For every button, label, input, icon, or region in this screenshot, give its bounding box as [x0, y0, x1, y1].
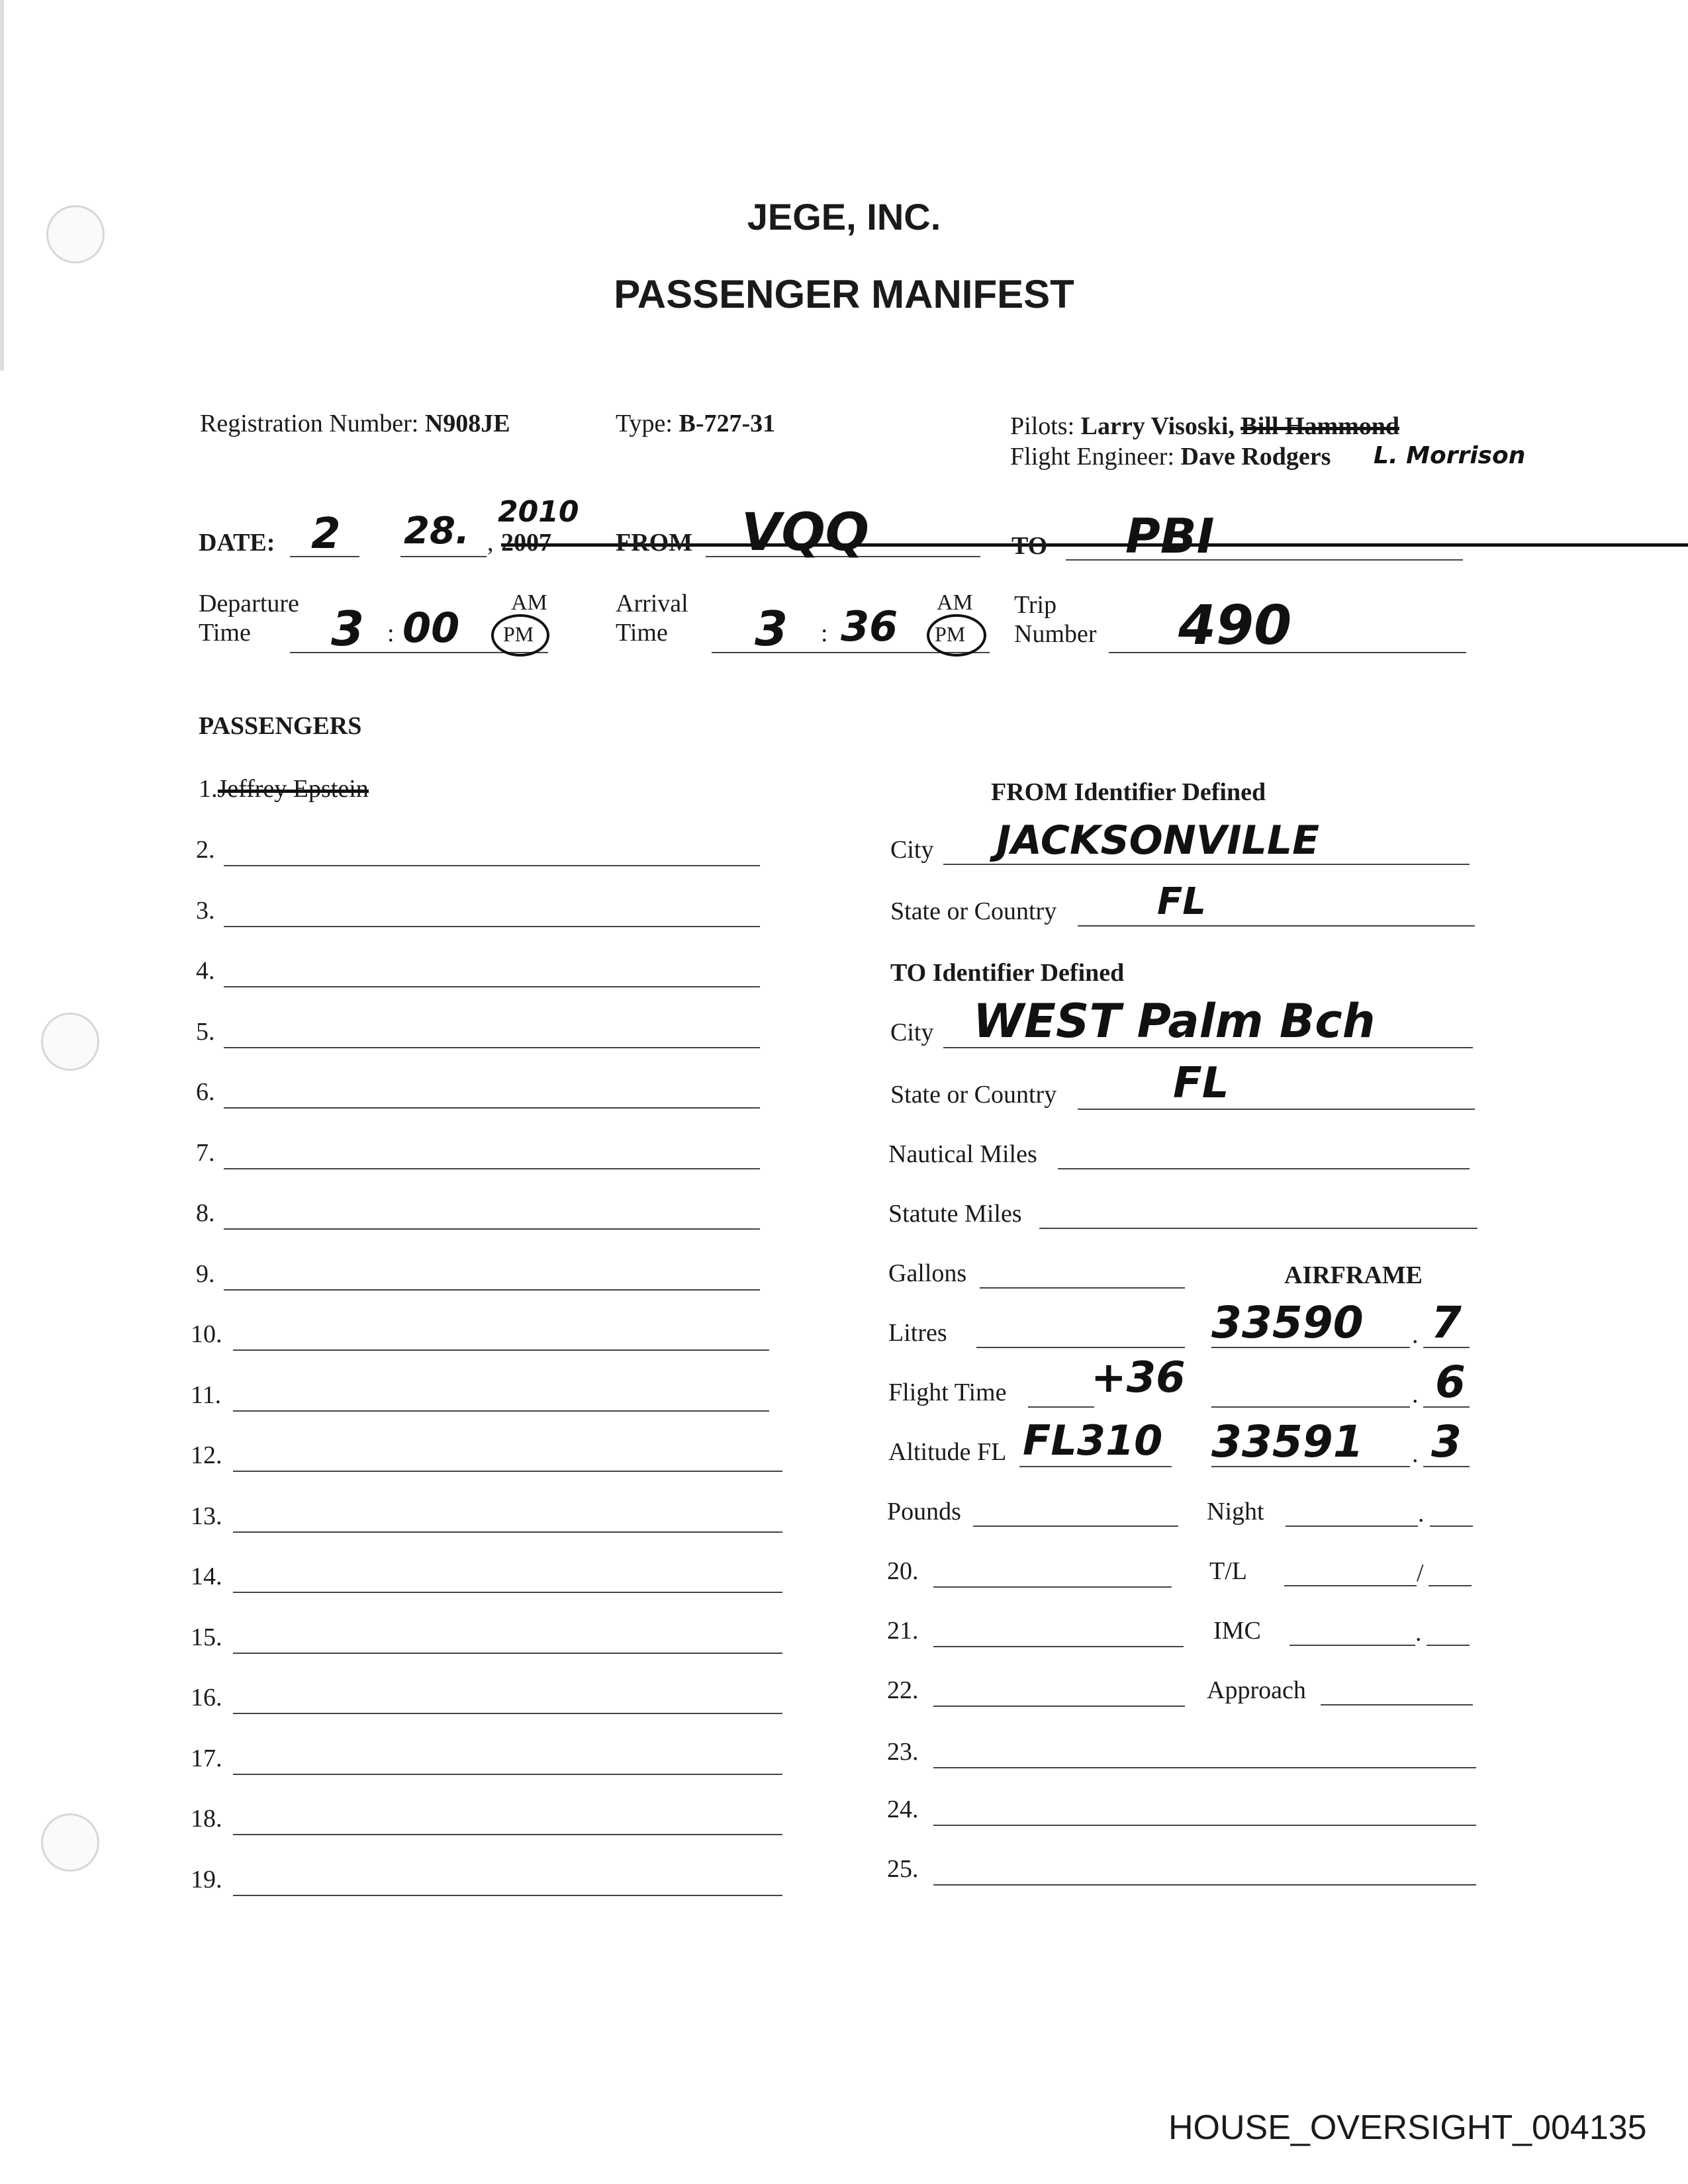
airframe-3-dot: .: [1412, 1440, 1419, 1468]
passenger-name-line[interactable]: [224, 1228, 760, 1230]
passenger-name-line[interactable]: [224, 1047, 760, 1048]
passenger-row-number: 16.: [191, 1684, 222, 1711]
to-value: PBI: [1125, 508, 1215, 564]
passenger-row-number: 17.: [191, 1744, 222, 1772]
imc-label: IMC: [1213, 1617, 1261, 1645]
airframe-1-decimal: 7: [1431, 1297, 1462, 1348]
departure-pm-circle: [491, 614, 549, 657]
gallons-line: [980, 1287, 1185, 1289]
passenger-name-line[interactable]: [224, 865, 760, 866]
imc-line: [1289, 1645, 1415, 1646]
passenger-row-number: 18.: [191, 1805, 222, 1833]
arrival-label: Arrival Time: [616, 590, 688, 647]
date-month-value: 2: [311, 510, 341, 559]
airframe-2-dot: .: [1412, 1381, 1419, 1408]
altitude-line: [1019, 1466, 1172, 1467]
passenger-name-line[interactable]: [233, 1349, 769, 1351]
passenger-name-line[interactable]: [233, 1592, 782, 1593]
tl-line-2: [1429, 1585, 1472, 1586]
passenger-row-number: 14.: [191, 1563, 222, 1590]
binder-hole-middle: [41, 1013, 99, 1071]
company-name: JEGE, INC.: [747, 196, 941, 238]
flight-engineer: [1010, 442, 1331, 471]
airframe-3-value: 33591: [1211, 1416, 1364, 1467]
to-city-value: WEST Palm Bch: [973, 994, 1376, 1048]
pilots: [1010, 412, 1399, 441]
night-label: Night: [1207, 1498, 1264, 1525]
altitude-value: FL310: [1023, 1416, 1163, 1465]
airframe-2-decimal: 6: [1435, 1357, 1466, 1408]
aircraft-type: [616, 409, 775, 438]
passenger-name-line[interactable]: [233, 1471, 782, 1472]
passenger-name-line[interactable]: [233, 1774, 782, 1775]
passenger-name-line[interactable]: [224, 1289, 760, 1291]
to-state-value: FL: [1173, 1059, 1229, 1108]
flight-row-number: 25.: [887, 1855, 919, 1883]
engineer-label: Flight Engineer:: [1010, 443, 1175, 471]
date-day-value: 28.: [404, 510, 470, 553]
from-identifier-heading: FROM Identifier Defined: [991, 778, 1266, 806]
flight-time-label: Flight Time: [888, 1379, 1007, 1406]
passenger-name-line[interactable]: [233, 1410, 769, 1412]
trip-number-value: 490: [1178, 594, 1292, 657]
tl-slash: /: [1417, 1559, 1424, 1587]
passenger-row-number: 8.: [196, 1199, 215, 1227]
statute-miles-line: [1039, 1228, 1477, 1229]
trip-number-label: Trip Number: [1014, 591, 1097, 648]
passenger-row-number: 2.: [196, 836, 215, 864]
passenger-name-line[interactable]: [233, 1531, 782, 1533]
flight-row-line[interactable]: [933, 1825, 1476, 1826]
passenger-name-line[interactable]: [233, 1895, 782, 1896]
passenger-name-line[interactable]: [224, 1107, 760, 1109]
page-title: PASSENGER MANIFEST: [614, 272, 1074, 316]
airframe-heading: AIRFRAME: [1284, 1261, 1423, 1289]
binder-hole-bottom: [41, 1813, 99, 1872]
from-label: FROM: [616, 529, 693, 557]
passenger-name-line[interactable]: [233, 1653, 782, 1654]
flight-row-number: 24.: [887, 1796, 919, 1823]
flight-time-line: [1028, 1406, 1094, 1408]
from-city-value: JACKSONVILLE: [996, 817, 1320, 864]
passenger-row-number: 3.: [196, 896, 215, 925]
from-state-line: [1078, 925, 1475, 927]
passenger-row-number: 4.: [196, 957, 215, 985]
to-city-label: City: [890, 1019, 934, 1046]
imc-dec-line: [1427, 1645, 1470, 1646]
pilots-label: Pilots:: [1010, 412, 1075, 440]
flight-row-number: 21.: [887, 1617, 919, 1645]
arrival-colon: :: [821, 619, 828, 647]
arrival-pm: PM: [935, 622, 966, 646]
passengers-heading: PASSENGERS: [199, 712, 362, 740]
passenger-row-number: 15.: [191, 1623, 222, 1651]
tl-label: T/L: [1209, 1557, 1247, 1585]
type-label: Type:: [616, 410, 673, 437]
arrival-hour: 3: [755, 601, 788, 657]
flight-row-line[interactable]: [933, 1646, 1184, 1647]
arrival-min: 36: [841, 602, 898, 651]
night-dot: .: [1418, 1500, 1425, 1527]
flight-row-line[interactable]: [933, 1884, 1476, 1886]
passenger-row-number: 19.: [191, 1865, 222, 1893]
departure-pm: PM: [503, 622, 534, 646]
passenger-row-number: 9.: [196, 1259, 215, 1288]
gallons-label: Gallons: [888, 1259, 967, 1287]
passenger-row-number: 5.: [196, 1017, 215, 1046]
imc-dot: .: [1415, 1619, 1422, 1647]
passenger-row-number: 7.: [196, 1138, 215, 1167]
to-label: TO: [1011, 532, 1048, 560]
from-city-label: City: [890, 836, 934, 864]
departure-label: Departure Time: [199, 590, 299, 647]
passenger-name-line[interactable]: [224, 926, 760, 927]
passenger-name-line[interactable]: [224, 1168, 760, 1169]
registration-label: Registration Number:: [200, 410, 419, 437]
passenger-name-struck: Jeffrey Epstein: [217, 775, 369, 803]
statute-miles-label: Statute Miles: [888, 1200, 1022, 1228]
date-year-printed: 2007: [501, 528, 1688, 557]
pounds-line: [973, 1525, 1178, 1527]
engineer-handwritten: L. Morrison: [1374, 442, 1526, 469]
flight-row-number: 23.: [887, 1738, 919, 1766]
to-state-line: [1078, 1109, 1475, 1110]
passenger-row-number: 13.: [191, 1502, 222, 1530]
bates-number: HOUSE_OVERSIGHT_004135: [1168, 2109, 1647, 2147]
passenger-name-line[interactable]: [233, 1713, 782, 1714]
registration: [200, 409, 510, 438]
date-sep: ,: [487, 529, 494, 557]
flight-row-line[interactable]: [933, 1767, 1476, 1768]
departure-min: 00: [402, 604, 460, 652]
passenger-row-number: 6.: [196, 1078, 215, 1106]
litres-line: [976, 1347, 1185, 1348]
passenger-name-line[interactable]: [233, 1834, 782, 1835]
night-line: [1286, 1525, 1418, 1527]
passenger-row-number: 10.: [191, 1320, 222, 1348]
nautical-miles-label: Nautical Miles: [888, 1140, 1037, 1168]
tl-line-1: [1284, 1585, 1417, 1586]
engineer-value: Dave Rodgers: [1180, 443, 1331, 471]
flight-row-line[interactable]: [933, 1706, 1185, 1707]
from-city-line: [943, 864, 1470, 865]
approach-label: Approach: [1207, 1676, 1306, 1704]
passenger-row-number: 12.: [191, 1441, 222, 1469]
from-value: VQQ: [741, 503, 869, 563]
flight-row-number: 20.: [887, 1557, 919, 1585]
from-state-label: State or Country: [890, 897, 1057, 925]
flight-row-line[interactable]: [933, 1586, 1172, 1588]
type-value: B-727-31: [679, 410, 776, 437]
date-label: DATE:: [199, 529, 275, 557]
to-state-label: State or Country: [890, 1081, 1057, 1109]
departure-am: AM: [511, 590, 547, 615]
airframe-3-decimal: 3: [1431, 1416, 1462, 1467]
airframe-1-dot: .: [1412, 1321, 1419, 1349]
flight-row-number: 22.: [887, 1676, 919, 1704]
date-day-line: [400, 556, 487, 557]
from-state-value: FL: [1157, 880, 1206, 923]
date-year-handwritten: 2010: [498, 495, 579, 529]
arrival-pm-circle: [927, 614, 986, 657]
pilot-2-struck: Bill Hammond: [1241, 412, 1400, 440]
approach-line: [1321, 1704, 1473, 1706]
departure-colon: :: [387, 619, 395, 647]
airframe-2-line: [1211, 1406, 1410, 1408]
departure-hour: 3: [331, 601, 365, 657]
arrival-am: AM: [937, 590, 973, 615]
passenger-number: 1.: [199, 775, 218, 803]
altitude-label: Altitude FL: [888, 1438, 1007, 1466]
night-dec-line: [1430, 1525, 1473, 1527]
pounds-label: Pounds: [887, 1498, 961, 1525]
passenger-row-number: 11.: [191, 1381, 222, 1409]
flight-time-value: +36: [1091, 1353, 1186, 1402]
to-identifier-heading: TO Identifier Defined: [890, 959, 1125, 987]
nautical-miles-line: [1058, 1168, 1470, 1169]
airframe-1-value: 33590: [1211, 1297, 1364, 1348]
passenger-name-line[interactable]: [224, 986, 760, 987]
passenger-row-1: [199, 774, 369, 803]
pilot-1: Larry Visoski,: [1080, 412, 1235, 440]
registration-value: N908JE: [424, 410, 510, 437]
litres-label: Litres: [888, 1319, 947, 1347]
